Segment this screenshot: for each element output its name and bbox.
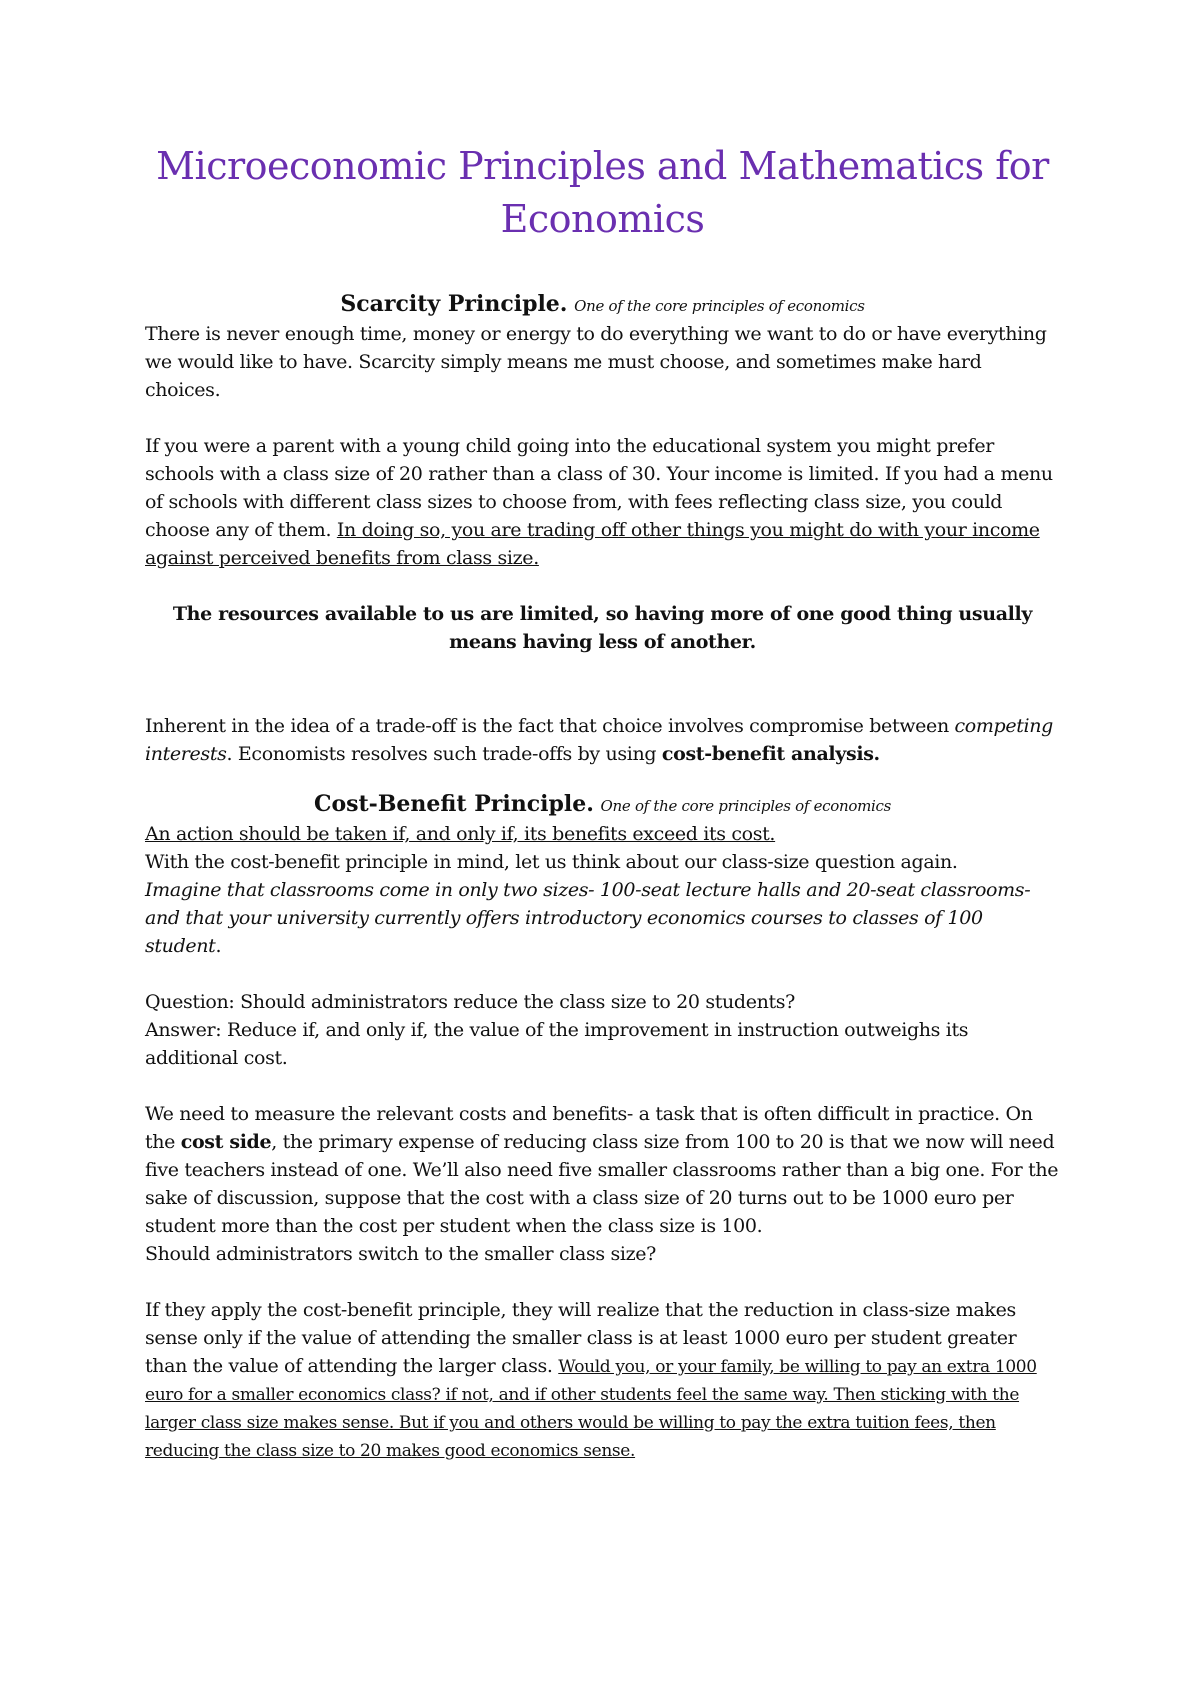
measure-text-a: We need to measure the relevant costs and benefits- a task that is often difficult in practice. On the xyxy=(145,1103,1033,1153)
measure-cost-side: cost side xyxy=(180,1131,272,1153)
cost-benefit-heading xyxy=(145,790,1060,820)
scarcity-heading-note: One of the core principles of economics xyxy=(574,297,865,315)
scarcity-paragraph-2 xyxy=(145,432,1060,572)
tradeoff-cost-benefit-analysis: cost-benefit analysis. xyxy=(661,743,880,765)
scarcity-heading-label: Scarcity Principle. xyxy=(340,291,568,317)
cost-benefit-heading-label: Cost-Benefit Principle. xyxy=(313,791,594,817)
measure-text-c: , the primary expense of reducing class size from 100 to 20 is that we now will need five teachers instead of one. We’ll also need five smaller classrooms rather than a big one. For the sake of discussion, suppose that the cost with a class size of 20 turns out to be 1000 euro per student more than the cost per student when the class size is 100. xyxy=(145,1131,1059,1237)
apply-paragraph xyxy=(145,1296,1060,1464)
document-title: Microeconomic Principles and Mathematics for Economics xyxy=(156,144,1049,241)
apply-underlined-text: Would you, or your family, be willing to pay an extra 1000 euro for a smaller economics class? if not, and if other students feel the same way. Then sticking with the larger class size makes sense. But if you and others would be willing to pay the extra tuition fees, then reducing the class size to 20 makes good economics sense. xyxy=(145,1357,1037,1461)
cost-benefit-rule: An action should be taken if, and only if, its benefits exceed its cost. xyxy=(145,823,776,845)
scarcity-paragraph-2-text: If you were a parent with a young child going into the educational system you might prefer schools with a class size of 20 rather than a class of 30. Your income is limited. If you had a menu of schools with different class sizes to choose from, with fees reflecting class size, you could choose any of them. xyxy=(145,435,1053,541)
scarcity-heading xyxy=(145,290,1060,320)
cost-benefit-heading-note: One of the core principles of economics xyxy=(600,797,892,815)
answer-line: Answer: Reduce if, and only if, the value of the improvement in instruction outweighs its additional cost. xyxy=(145,1019,969,1069)
imagine-end: . xyxy=(215,935,222,957)
scarcity-paragraph-2-underlined: In doing so, you are trading off other things you might do with your income against perceived benefits from class size. xyxy=(145,519,1040,569)
measure-paragraph xyxy=(145,1100,1060,1240)
measure-question: Should administrators switch to the smaller class size? xyxy=(145,1243,656,1265)
question-line: Question: Should administrators reduce the class size to 20 students? xyxy=(145,991,796,1013)
tradeoff-paragraph xyxy=(145,712,1060,768)
scarcity-paragraph-1: There is never enough time, money or energy to do everything we want to do or have everything we would like to have. Scarcity simply means me must choose, and sometimes make hard choices. xyxy=(145,323,1047,401)
tradeoff-competing-interests: competing interests xyxy=(145,715,1053,765)
tradeoff-text-c: . Economists resolves such trade-offs by using xyxy=(226,743,662,765)
scarcity-emphasis: The resources available to us are limited, so having more of one good thing usually means having less of another. xyxy=(172,603,1033,653)
cost-benefit-intro: With the cost-benefit principle in mind, let us think about our class-size question again. xyxy=(145,851,958,873)
tradeoff-text-a: Inherent in the idea of a trade-off is the fact that choice involves compromise between xyxy=(145,715,955,737)
apply-text: If they apply the cost-benefit principle, they will realize that the reduction in class-size makes sense only if the value of attending the smaller class is at least 1000 euro per student greater than the value of attending the larger class. xyxy=(145,1299,1017,1377)
imagine-paragraph xyxy=(145,876,1060,960)
imagine-text: Imagine that classrooms come in only two sizes- 100-seat lecture halls and 20-seat classrooms- and that your university currently offers introductory economics courses to classes of 100 student xyxy=(145,879,1031,957)
